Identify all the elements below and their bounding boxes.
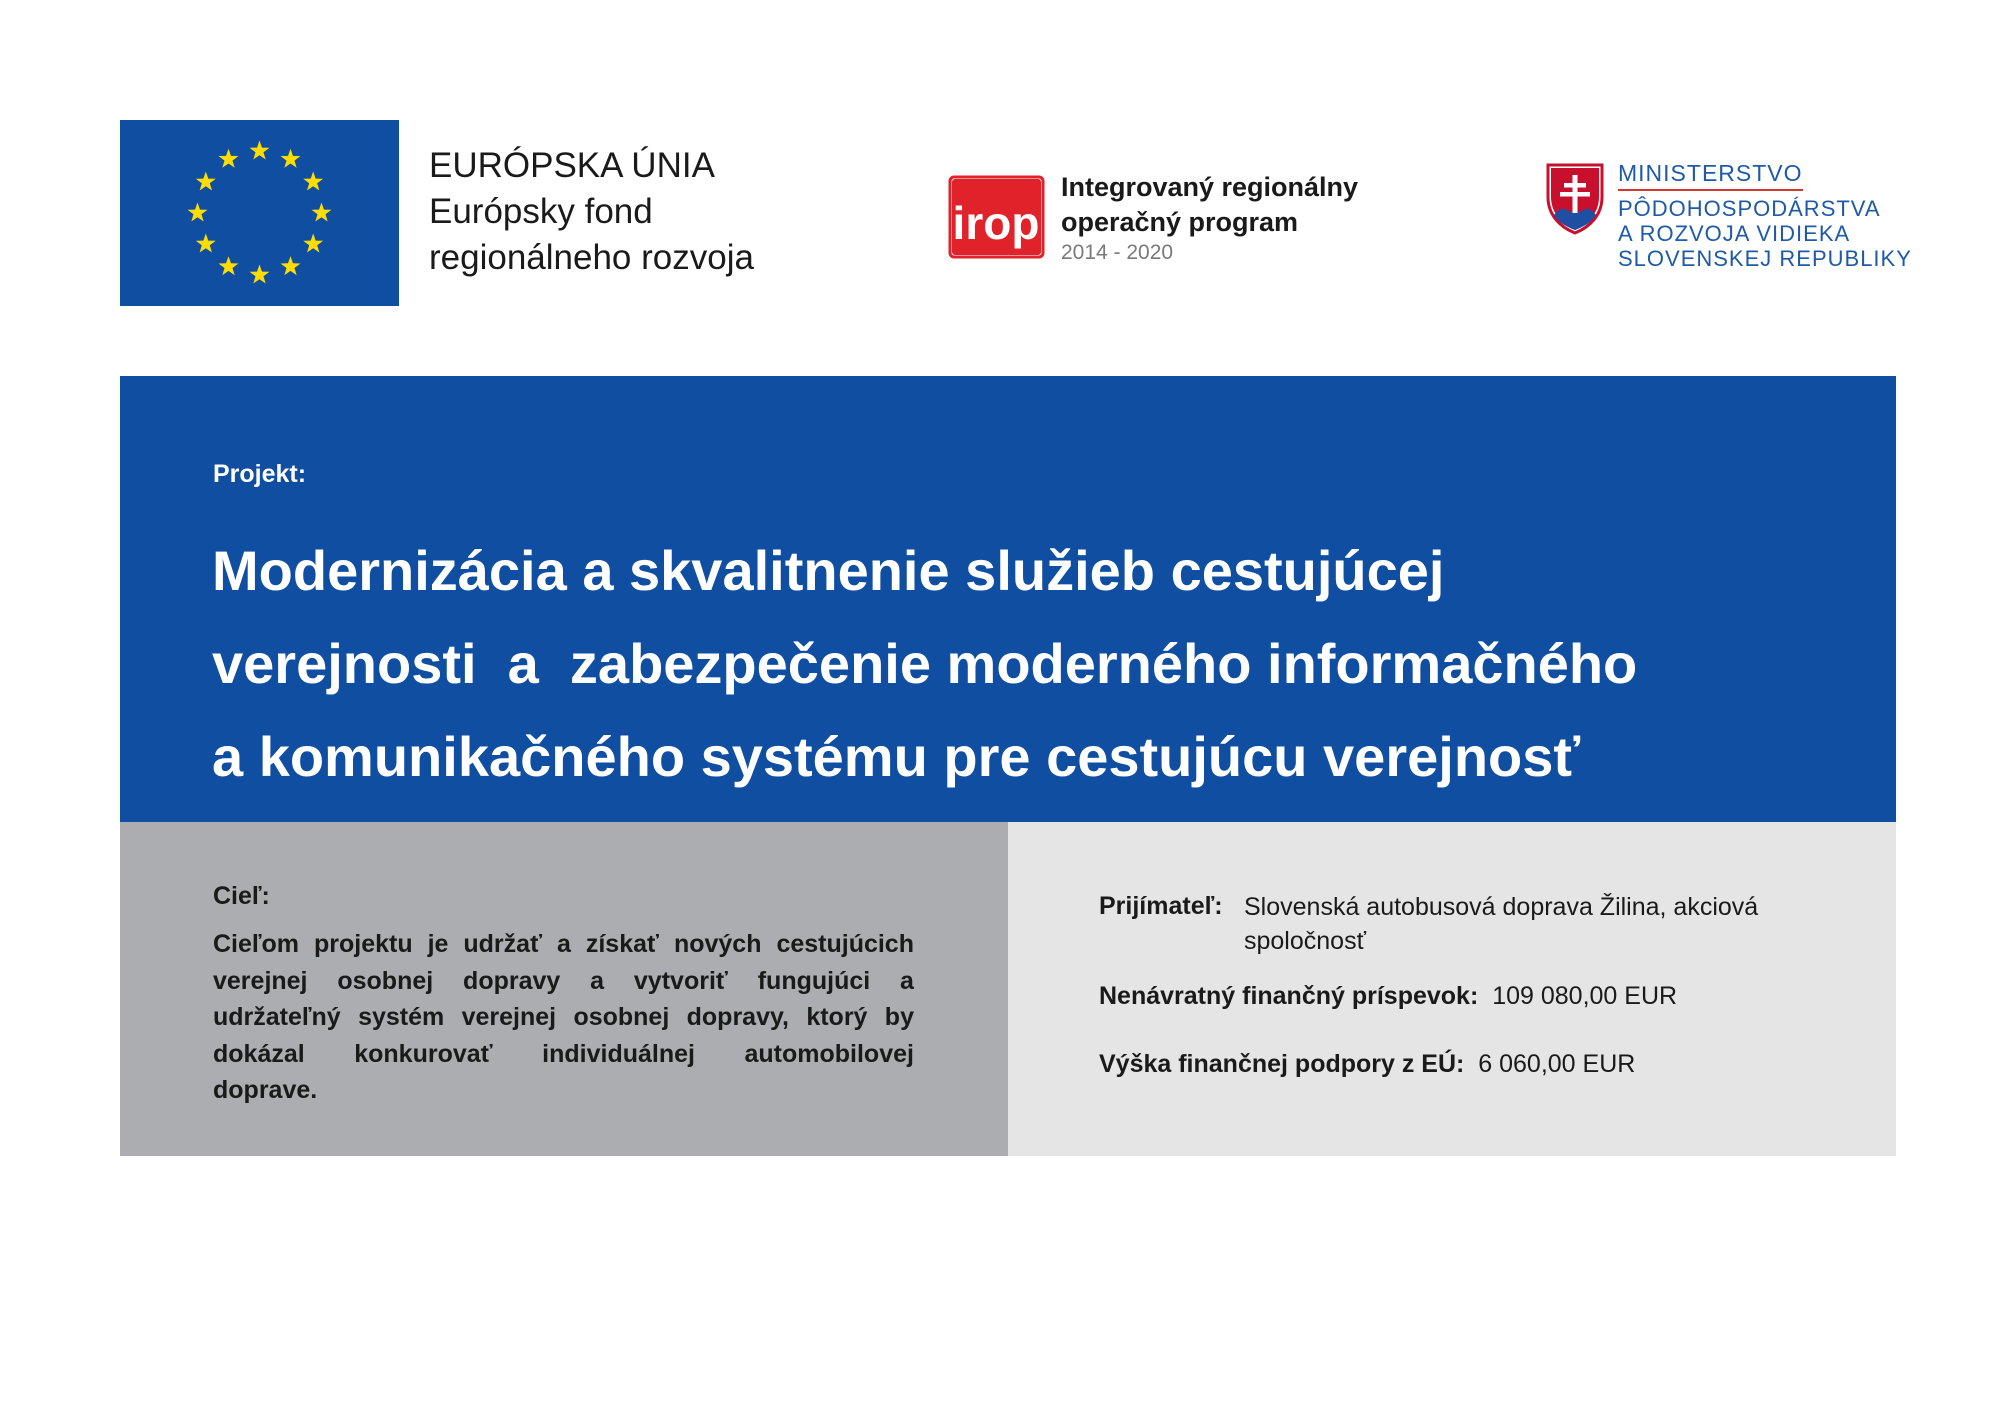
eu-star-icon [196, 172, 216, 191]
goal-word: udržateľný [213, 1003, 341, 1031]
goal-word: dopravy [463, 966, 561, 995]
goal-word: projektu [314, 930, 413, 958]
eu-star-icon [281, 256, 301, 275]
project-label: Projekt: [213, 460, 307, 488]
irop-years: 2014 - 2020 [1061, 241, 1174, 264]
irop-caption [1061, 170, 1358, 266]
eu-star-icon [312, 203, 332, 222]
eu-stars-icon [120, 120, 399, 306]
eu-support-row [1099, 1050, 1635, 1079]
goal-word: fungujúci [757, 966, 871, 995]
goal-line [213, 963, 914, 1000]
goal-word: nových [673, 930, 762, 958]
project-panel [120, 376, 1896, 822]
goal-word: verejnej [461, 1003, 557, 1031]
irop-logo-text: irop [952, 197, 1040, 249]
eu-star-icon [196, 234, 216, 253]
eu-fund-name-2: regionálneho rozvoja [429, 238, 754, 277]
goal-line [213, 1036, 914, 1073]
recipient-value-line2: spoločnosť [1244, 927, 1366, 955]
project-title-line2: verejnosti a zabezpečenie moderného informačného [212, 632, 1638, 695]
eu-star-icon [250, 265, 270, 284]
goal-word: dopravy, [686, 1003, 789, 1031]
goal-word: a [590, 966, 605, 995]
goal-word: osobnej [337, 966, 434, 995]
goal-label: Cieľ: [213, 882, 270, 910]
project-title [212, 524, 1637, 803]
goal-word: a [900, 966, 914, 995]
goal-word: verejnej [213, 966, 308, 995]
eu-flag-logo [120, 120, 399, 306]
goal-word: by [884, 1003, 914, 1031]
eu-star-icon [219, 149, 239, 168]
goal-word: a [557, 930, 571, 958]
eu-star-icon [188, 203, 208, 222]
goal-text [213, 926, 914, 1109]
eu-star-icon [303, 234, 323, 253]
slovak-coat-of-arms-icon [1546, 163, 1604, 235]
recipient-value [1244, 890, 1758, 958]
goal-word: udržať [463, 930, 543, 958]
eu-star-icon [250, 141, 270, 160]
eu-star-icon [219, 256, 239, 275]
grant-row [1099, 982, 1677, 1011]
goal-word: individuálnej [542, 1039, 695, 1068]
goal-word: ktorý [806, 1003, 868, 1031]
project-title-line1: Modernizácia a skvalitnenie služieb cestujúcej [212, 539, 1445, 602]
goal-word: systém [358, 1003, 445, 1031]
eu-support-label: Výška finančnej podpory z EÚ: [1099, 1050, 1465, 1078]
goal-word: automobilovej [744, 1039, 914, 1068]
project-title-line3: a komunikačného systému pre cestujúcu verejnosť [212, 725, 1581, 788]
ministry-title: MINISTERSTVO [1618, 160, 1803, 191]
grant-value: 109 080,00 EUR [1492, 982, 1678, 1010]
goal-line: doprave. [213, 1076, 318, 1104]
goal-word: získať [585, 930, 659, 958]
eu-star-icon [303, 172, 323, 191]
goal-word: osobnej [573, 1003, 670, 1031]
irop-title-line1: Integrovaný regionálny [1061, 172, 1359, 202]
goal-word: je [427, 930, 449, 958]
eu-title: EURÓPSKA ÚNIA [429, 146, 715, 185]
irop-logo [948, 175, 1045, 259]
recipient-label: Prijímateľ: [1099, 892, 1223, 920]
goal-line [213, 999, 914, 1036]
ministry-caption [1618, 160, 1912, 271]
ministry-line2: PÔDOHOSPODÁRSTVA [1618, 196, 1881, 221]
ministry-line4: SLOVENSKEJ REPUBLIKY [1618, 246, 1912, 271]
goal-word: cestujúcich [776, 930, 914, 958]
eu-support-value: 6 060,00 EUR [1478, 1050, 1636, 1078]
eu-star-icon [281, 149, 301, 168]
eu-fund-name: Európsky fond [429, 192, 653, 231]
irop-title-line2: operačný program [1061, 207, 1299, 237]
goal-word: vytvoriť [633, 966, 728, 995]
goal-panel [120, 822, 1008, 1156]
funding-info-panel [1008, 822, 1896, 1156]
goal-word: dokázal [213, 1039, 305, 1068]
goal-word: Cieľom [213, 930, 300, 958]
ministry-line3: A ROZVOJA VIDIEKA [1618, 221, 1851, 246]
recipient-value-line1: Slovenská autobusová doprava Žilina, akciová [1244, 893, 1759, 921]
goal-line [213, 926, 914, 963]
goal-word: konkurovať [354, 1039, 493, 1068]
eu-fund-caption [429, 143, 754, 281]
grant-label: Nenávratný finančný príspevok: [1099, 982, 1479, 1010]
